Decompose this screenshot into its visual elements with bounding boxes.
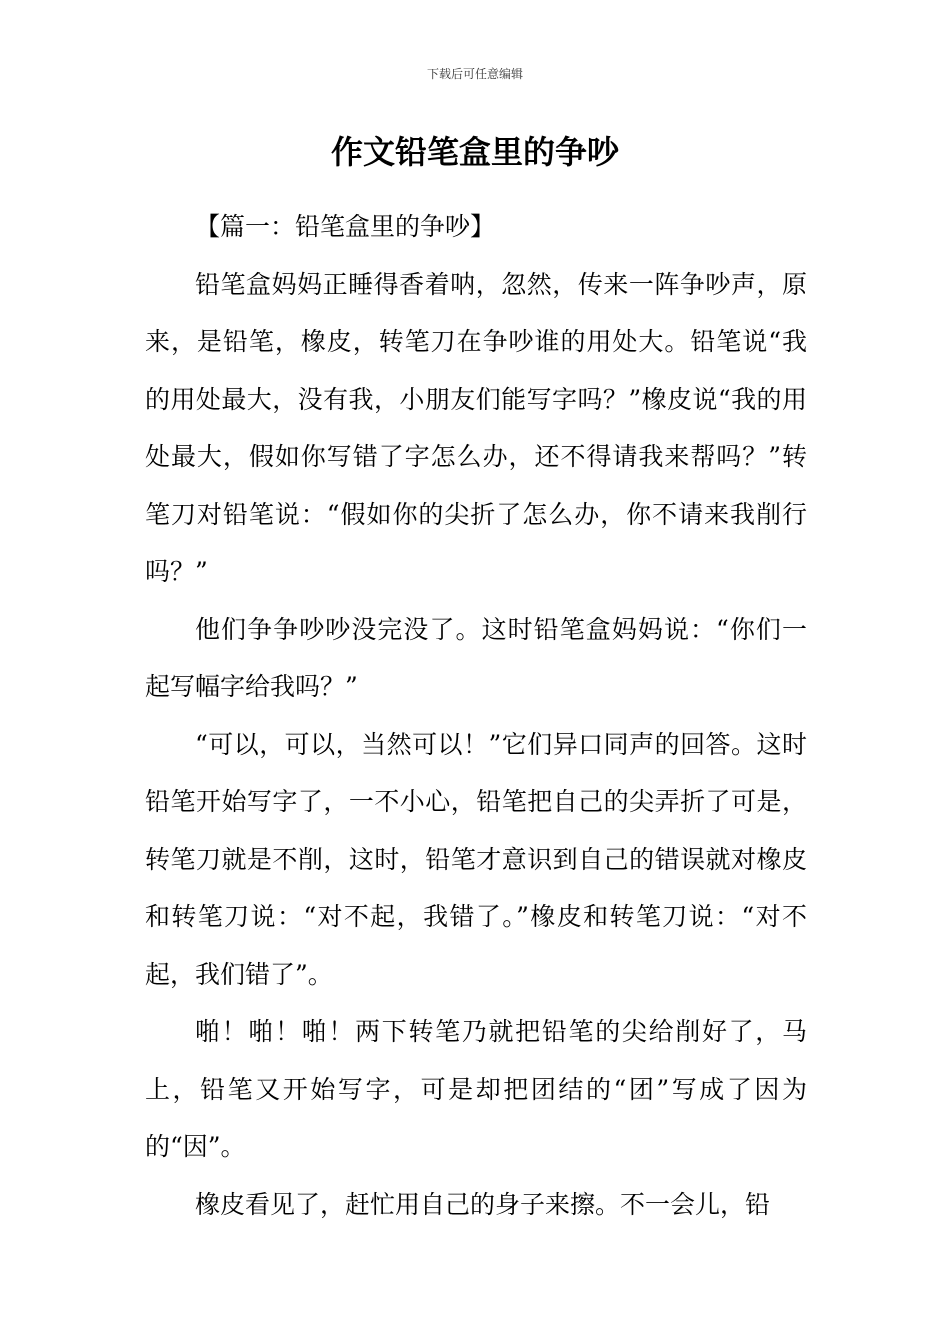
document-title: 作文铅笔盒里的争吵 xyxy=(330,133,619,171)
paragraph-2: 他们争争吵吵没完没了。这时铅笔盒妈妈说：“你们一起写幅字给我吗？” xyxy=(145,614,807,701)
header-note: 下载后可任意编辑 xyxy=(426,67,523,81)
paragraph-5: 橡皮看见了，赶忙用自己的身子来擦。不一会儿，铅 xyxy=(195,1189,771,1219)
paragraph-1: 铅笔盒妈妈正睡得香着呐，忽然，传来一阵争吵声，原来，是铅笔，橡皮，转笔刀在争吵谁的用处大。铅笔说“我的用处最大，没有我，小朋友们能写字吗？”橡皮说“我的用处最大，假如你写错了字怎么办，还不得请我来帮吗？”转笔刀对铅笔说：“假如你的尖折了怎么办，你不请来我削行吗？” xyxy=(145,269,807,586)
paragraph-3: “可以，可以，当然可以！”它们异口同声的回答。这时铅笔开始写字了，一不小心，铅笔把自己的尖弄折了可是，转笔刀就是不削，这时，铅笔才意识到自己的错误就对橡皮和转笔刀说：“对不起，我错了。”橡皮和转笔刀说：“对不起，我们错了”。 xyxy=(145,729,807,989)
article-body xyxy=(145,198,807,1233)
paragraph-4: 啪！啪！啪！两下转笔乃就把铅笔的尖给削好了，马上，铅笔又开始写字，可是却把团结的“团”写成了因为的“因”。 xyxy=(145,1017,807,1161)
section-heading: 【篇一：铅笔盒里的争吵】 xyxy=(195,212,496,241)
